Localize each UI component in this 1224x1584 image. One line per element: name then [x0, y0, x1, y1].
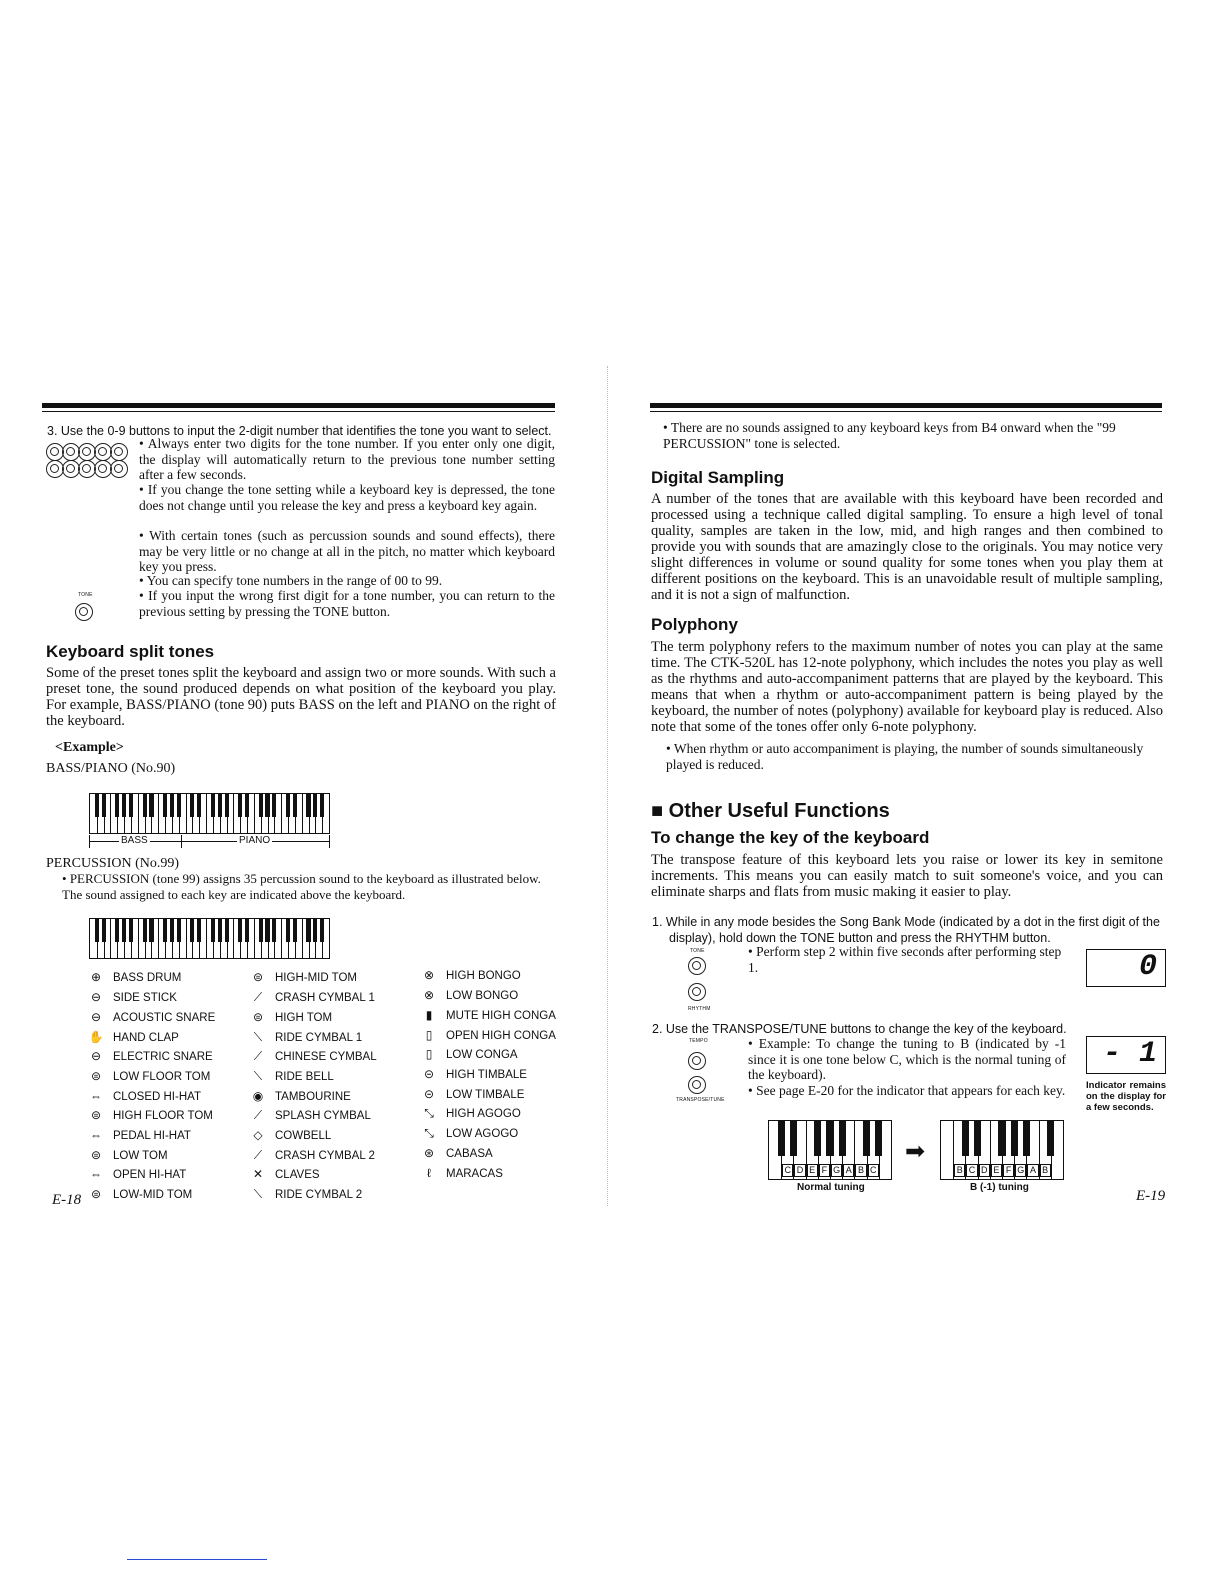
center-fold: [607, 366, 608, 1206]
perc-col1-item: ⊜ LOW-MID TOM: [87, 1187, 192, 1201]
perc-col2-item: ◇ COWBELL: [249, 1128, 331, 1142]
tone-label: TONE: [690, 948, 705, 954]
perc-col2-item: ⟍ RIDE CYMBAL 2: [249, 1187, 362, 1202]
black-key: [122, 919, 126, 942]
key-note-label: C: [966, 1164, 977, 1177]
bass-range-label: BASS: [121, 835, 148, 846]
black-key: [778, 1121, 785, 1156]
perc-col2-item: ⟋ SPLASH CYMBAL: [249, 1108, 371, 1123]
perc-col3-item: ⊗ HIGH BONGO: [420, 968, 521, 982]
transpose-paragraph: The transpose feature of this keyboard lets you raise or lower its key in semitone increments. This means you can easily match to suit someone's voice, and you can eliminate sharps and flats from music making it easier to play.: [651, 852, 1163, 900]
key-note-label: E: [991, 1164, 1002, 1177]
step3-bullet-5: • If you input the wrong first digit for a tone number, you can return to the previous setting by pressing the TONE button.: [139, 588, 555, 619]
perc-col2-item: ⟍ RIDE CYMBAL 1: [249, 1030, 362, 1045]
black-key: [293, 919, 297, 942]
claves-icon: ✕: [252, 1167, 264, 1181]
black-key: [170, 919, 174, 942]
timbale-icon: ⊝: [423, 1087, 435, 1101]
digital-sampling-title: Digital Sampling: [651, 468, 785, 487]
transpose-down-button[interactable]: [688, 1076, 706, 1094]
conga-icon: ▮: [425, 1008, 433, 1022]
tempo-label: TEMPO: [689, 1038, 708, 1044]
tom-icon: ⊜: [90, 1069, 102, 1083]
black-key: [320, 794, 324, 817]
timbale-icon: ⊝: [423, 1067, 435, 1081]
black-key: [306, 919, 310, 942]
piano-range-label: PIANO: [239, 835, 271, 846]
black-key: [1011, 1121, 1018, 1156]
cowbell-icon: ◇: [253, 1128, 263, 1142]
black-key: [190, 794, 194, 817]
tone-button-label: TONE: [78, 592, 93, 598]
black-key: [149, 794, 153, 817]
rhythm-label: RHYTHM: [688, 1006, 711, 1012]
black-key: [218, 794, 222, 817]
conga-icon: ▯: [425, 1047, 433, 1061]
black-key: [238, 919, 242, 942]
black-key: [115, 919, 119, 942]
black-key: [129, 794, 133, 817]
bongo-icon: ⊗: [423, 988, 435, 1002]
perc-col2-item: ⊜ HIGH-MID TOM: [249, 970, 357, 984]
cymbal-icon: ⟍: [253, 1187, 263, 1201]
perc-col3-item: ▮ MUTE HIGH CONGA: [420, 1008, 556, 1022]
perc-col1-item: ✋ HAND CLAP: [88, 1030, 179, 1044]
white-key: [186, 919, 187, 958]
percussion-bullet: • PERCUSSION (tone 99) assigns 35 percussion sound to the keyboard as illustrated below. The sound assigned to each key are indicated above the keyboard.: [62, 871, 541, 902]
cymbal-icon: ⟋: [253, 1108, 263, 1122]
black-key: [272, 919, 276, 942]
cabasa-icon: ⊛: [423, 1146, 435, 1160]
black-key: [814, 1121, 821, 1156]
hihat-icon: ⇔: [90, 1089, 102, 1103]
black-key: [998, 1121, 1005, 1156]
black-key: [863, 1121, 870, 1156]
white-key: [138, 794, 139, 833]
black-key: [225, 794, 229, 817]
black-key: [265, 794, 269, 817]
key-note-label: D: [979, 1164, 990, 1177]
black-key: [170, 794, 174, 817]
black-key: [962, 1121, 969, 1156]
polyphony-title: Polyphony: [651, 615, 738, 634]
agogo-icon: ⤡: [424, 1106, 434, 1120]
black-key: [839, 1121, 846, 1156]
percussion-keyboard: [89, 918, 330, 959]
perc-col1-item: ⊜ LOW FLOOR TOM: [87, 1069, 210, 1083]
black-key: [320, 919, 324, 942]
black-key: [272, 794, 276, 817]
right-header-rule: [650, 403, 1162, 408]
white-key: [110, 794, 111, 833]
left-page-number: E-18: [52, 1192, 82, 1208]
white-key: [138, 919, 139, 958]
step3-heading: 3. Use the 0-9 buttons to input the 2-digit number that identifies the tone you want to select.: [47, 424, 552, 438]
black-key: [313, 794, 317, 817]
step1-bullet: • Perform step 2 within five seconds after performing step 1.: [748, 944, 1062, 975]
black-key: [211, 919, 215, 942]
example-label: <Example>: [55, 740, 124, 755]
b-tuning-label: B (-1) tuning: [970, 1182, 1029, 1193]
black-key: [293, 794, 297, 817]
transpose-up-button[interactable]: [688, 1052, 706, 1070]
black-key: [313, 919, 317, 942]
cymbal-icon: ⟋: [253, 1148, 263, 1162]
perc-col2-item: ⟋ CHINESE CYMBAL: [249, 1049, 377, 1064]
white-key: [206, 919, 207, 958]
perc-col1-item: ⊕ BASS DRUM: [87, 970, 181, 984]
cymbal-icon: ⟍: [253, 1030, 263, 1044]
step3-bullet-2: • If you change the tone setting while a keyboard key is depressed, the tone does not change until you release the key and press a keyboard key again.: [139, 482, 556, 513]
drum-icon: ⊖: [90, 990, 102, 1004]
perc-col3-item: ⊗ LOW BONGO: [420, 988, 518, 1002]
black-key: [149, 919, 153, 942]
key-note-label: C: [868, 1164, 879, 1177]
white-key: [110, 919, 111, 958]
button-9[interactable]: [110, 460, 128, 478]
black-key: [95, 794, 99, 817]
tone-button-right[interactable]: [688, 957, 706, 975]
perc-col1-item: ⊖ ACOUSTIC SNARE: [87, 1010, 215, 1024]
white-key: [302, 919, 303, 958]
key-note-label: F: [1003, 1164, 1014, 1177]
black-key: [286, 919, 290, 942]
drum-icon: ⊖: [90, 1049, 102, 1063]
key-note-label: F: [819, 1164, 830, 1177]
black-key: [265, 919, 269, 942]
perc-col3-item: ℓ MARACAS: [420, 1166, 503, 1180]
perc-col3-item: ⤡ LOW AGOGO: [420, 1126, 518, 1141]
bongo-icon: ⊗: [423, 968, 435, 982]
key-note-label: A: [1027, 1164, 1038, 1177]
step3-bullet-1: • Always enter two digits for the tone number. If you enter only one digit, the display will automatically return to the previous tone number setting after a few seconds.: [139, 436, 556, 482]
button-4[interactable]: [110, 443, 128, 461]
black-key: [102, 794, 106, 817]
white-key: [233, 919, 234, 958]
left-header-rule: [42, 403, 555, 408]
transpose-subtitle: To change the key of the keyboard: [651, 828, 930, 847]
transpose-step2: 2. Use the TRANSPOSE/TUNE buttons to change the key of the keyboard.: [652, 1022, 1067, 1036]
white-key: [186, 794, 187, 833]
white-key: [254, 794, 255, 833]
perc-col2-item: ⊜ HIGH TOM: [249, 1010, 332, 1024]
tom-icon: ⊜: [252, 970, 264, 984]
split-keyboard: [89, 793, 330, 834]
black-key: [102, 919, 106, 942]
polyphony-bullet: • When rhythm or auto accompaniment is playing, the number of sounds simultaneously played is reduced.: [666, 741, 1144, 772]
split-paragraph: Some of the preset tones split the keyboard and assign two or more sounds. With such a preset tone, the sound produced depends on what position of the keyboard you play. For example, BASS/PIANO (tone 90) puts BASS on the left and PIANO on the right of the keyboard.: [46, 665, 556, 729]
white-key: [158, 794, 159, 833]
white-key: [233, 794, 234, 833]
bottom-link-line: [127, 1559, 267, 1560]
indicator-note: Indicator remains on the display for a few seconds.: [1086, 1080, 1166, 1113]
normal-tuning-label: Normal tuning: [797, 1182, 865, 1193]
perc-col1-item: ⇔ OPEN HI-HAT: [87, 1167, 186, 1181]
top-bullet: • There are no sounds assigned to any keyboard keys from B4 onward when the "99 PERCUSSION" tone is selected.: [663, 420, 1116, 451]
perc-col1-item: ⊜ HIGH FLOOR TOM: [87, 1108, 213, 1122]
hihat-icon: ⇔: [90, 1128, 102, 1142]
perc-col2-item: ⟋ CRASH CYMBAL 1: [249, 990, 375, 1005]
black-key: [1023, 1121, 1030, 1156]
black-key: [225, 919, 229, 942]
black-key: [177, 794, 181, 817]
white-key: [302, 794, 303, 833]
key-note-label: C: [782, 1164, 793, 1177]
black-key: [143, 919, 147, 942]
black-key: [286, 794, 290, 817]
square-bullet-icon: ■: [651, 800, 664, 822]
drum-icon: ⊕: [90, 970, 102, 984]
polyphony-paragraph: The term polyphony refers to the maximum number of notes you can play at the same time. The CTK-520L has 12-note polyphony, which includes the notes you play as well as the rhythms and auto-accompaniment patterns that are played by the keyboard. This means that when a rhythm or auto-accompaniment pattern is being played by the keyboard, the number of notes (polyphony) available for keyboard play is reduced. Also note that some of the tones offer only 6-note polyphony.: [651, 639, 1163, 735]
white-key: [254, 919, 255, 958]
tambourine-icon: ◉: [252, 1089, 264, 1103]
white-key: [206, 794, 207, 833]
tom-icon: ⊜: [252, 1010, 264, 1024]
black-key: [826, 1121, 833, 1156]
clap-icon: ✋: [88, 1030, 104, 1044]
transpose-step1: 1. While in any mode besides the Song Bank Mode (indicated by a dot in the first digit of the display), hold down the TONE button and press the RHYTHM button.: [652, 915, 1160, 945]
arrow-right-icon: ➡: [905, 1139, 926, 1165]
key-note-label: D: [794, 1164, 805, 1177]
black-key: [197, 794, 201, 817]
black-key: [875, 1121, 882, 1156]
black-key: [211, 794, 215, 817]
cymbal-icon: ⟍: [253, 1069, 263, 1083]
cymbal-icon: ⟋: [253, 1049, 263, 1063]
conga-icon: ▯: [425, 1028, 433, 1042]
step2-bullet-1: • Example: To change the tuning to B (indicated by -1 since it is one tone below C, which is the normal tuning of the keyboard).: [748, 1036, 1066, 1082]
perc-col2-item: ⟍ RIDE BELL: [249, 1069, 334, 1084]
digital-sampling-paragraph: A number of the tones that are available with this keyboard have been recorded and processed using a technique called digital sampling. To ensure a high level of tonal quality, samples are taken in the low, mid, and high ranges and then combined to provide you with sounds that are amazingly close to the originals. You may notice very slight differences in volume or sound quality for some tones when you play them at different positions on the keyboard. This is an unavoidable result of multiple sampling, and it is not a sign of malfunction.: [651, 491, 1163, 603]
percussion-title: PERCUSSION (No.99): [46, 856, 180, 871]
perc-col1-item: ⇔ CLOSED HI-HAT: [87, 1089, 201, 1103]
key-note-label: G: [1015, 1164, 1026, 1177]
white-key: [281, 794, 282, 833]
step3-bullet-3: • With certain tones (such as percussion sounds and sound effects), there may be very little or no change at all in the pitch, no matter which keyboard key you press.: [139, 528, 556, 574]
tom-icon: ⊜: [90, 1108, 102, 1122]
black-key: [259, 919, 263, 942]
black-key: [163, 919, 167, 942]
b-tuning-keyboard: [940, 1120, 1064, 1180]
black-key: [163, 794, 167, 817]
perc-col3-item: ⤡ HIGH AGOGO: [420, 1106, 521, 1121]
step3-bullet-4: • You can specify tone numbers in the range of 00 to 99.: [139, 573, 443, 588]
key-note-label: G: [831, 1164, 842, 1177]
white-key: [281, 919, 282, 958]
black-key: [306, 794, 310, 817]
black-key: [259, 794, 263, 817]
step2-bullet-2: • See page E-20 for the indicator that appears for each key.: [748, 1083, 1066, 1098]
perc-col1-item: ⊜ LOW TOM: [87, 1148, 168, 1162]
right-page-number: E-19: [1136, 1188, 1166, 1204]
perc-col1-item: ⊖ SIDE STICK: [87, 990, 177, 1004]
perc-col3-item: ⊝ LOW TIMBALE: [420, 1087, 524, 1101]
rhythm-button[interactable]: [688, 983, 706, 1001]
other-functions-title: ■ Other Useful Functions: [651, 800, 890, 822]
tom-icon: ⊜: [90, 1187, 102, 1201]
hihat-icon: ⇔: [90, 1167, 102, 1181]
black-key: [115, 794, 119, 817]
drum-icon: ⊖: [90, 1010, 102, 1024]
black-key: [197, 919, 201, 942]
perc-col2-item: ⟋ CRASH CYMBAL 2: [249, 1148, 375, 1163]
black-key: [177, 919, 181, 942]
white-key: [158, 919, 159, 958]
black-key: [790, 1121, 797, 1156]
key-note-label: B: [954, 1164, 965, 1177]
perc-col3-item: ⊝ HIGH TIMBALE: [420, 1067, 527, 1081]
cymbal-icon: ⟋: [253, 990, 263, 1004]
key-note-label: A: [843, 1164, 854, 1177]
perc-col1-item: ⊖ ELECTRIC SNARE: [87, 1049, 213, 1063]
black-key: [1047, 1121, 1054, 1156]
black-key: [122, 794, 126, 817]
black-key: [245, 919, 249, 942]
example-name: BASS/PIANO (No.90): [46, 761, 176, 776]
black-key: [238, 794, 242, 817]
black-key: [95, 919, 99, 942]
right-header-rule-thin: [650, 411, 1162, 412]
tom-icon: ⊜: [90, 1148, 102, 1162]
maracas-icon: ℓ: [427, 1166, 431, 1180]
agogo-icon: ⤡: [424, 1126, 434, 1140]
black-key: [129, 919, 133, 942]
split-range-bar: [89, 835, 330, 848]
split-title: Keyboard split tones: [46, 642, 215, 661]
left-header-rule-thin: [42, 411, 555, 412]
perc-col2-item: ✕ CLAVES: [249, 1167, 320, 1181]
black-key: [245, 794, 249, 817]
black-key: [190, 919, 194, 942]
perc-col1-item: ⇔ PEDAL HI-HAT: [87, 1128, 191, 1142]
black-key: [974, 1121, 981, 1156]
black-key: [143, 794, 147, 817]
black-key: [218, 919, 222, 942]
perc-col3-item: ⊛ CABASA: [420, 1146, 493, 1160]
key-note-label: B: [1040, 1164, 1051, 1177]
key-note-label: B: [855, 1164, 866, 1177]
perc-col2-item: ◉ TAMBOURINE: [249, 1089, 351, 1103]
display-minus-one: - 1: [1086, 1036, 1166, 1074]
transpose-tune-label: TRANSPOSE/TUNE: [676, 1097, 725, 1103]
perc-col3-item: ▯ LOW CONGA: [420, 1047, 518, 1061]
perc-col3-item: ▯ OPEN HIGH CONGA: [420, 1028, 556, 1042]
tone-button[interactable]: [75, 603, 93, 621]
key-note-label: E: [807, 1164, 818, 1177]
display-zero: 0: [1086, 949, 1166, 987]
normal-tuning-keyboard: [768, 1120, 892, 1180]
